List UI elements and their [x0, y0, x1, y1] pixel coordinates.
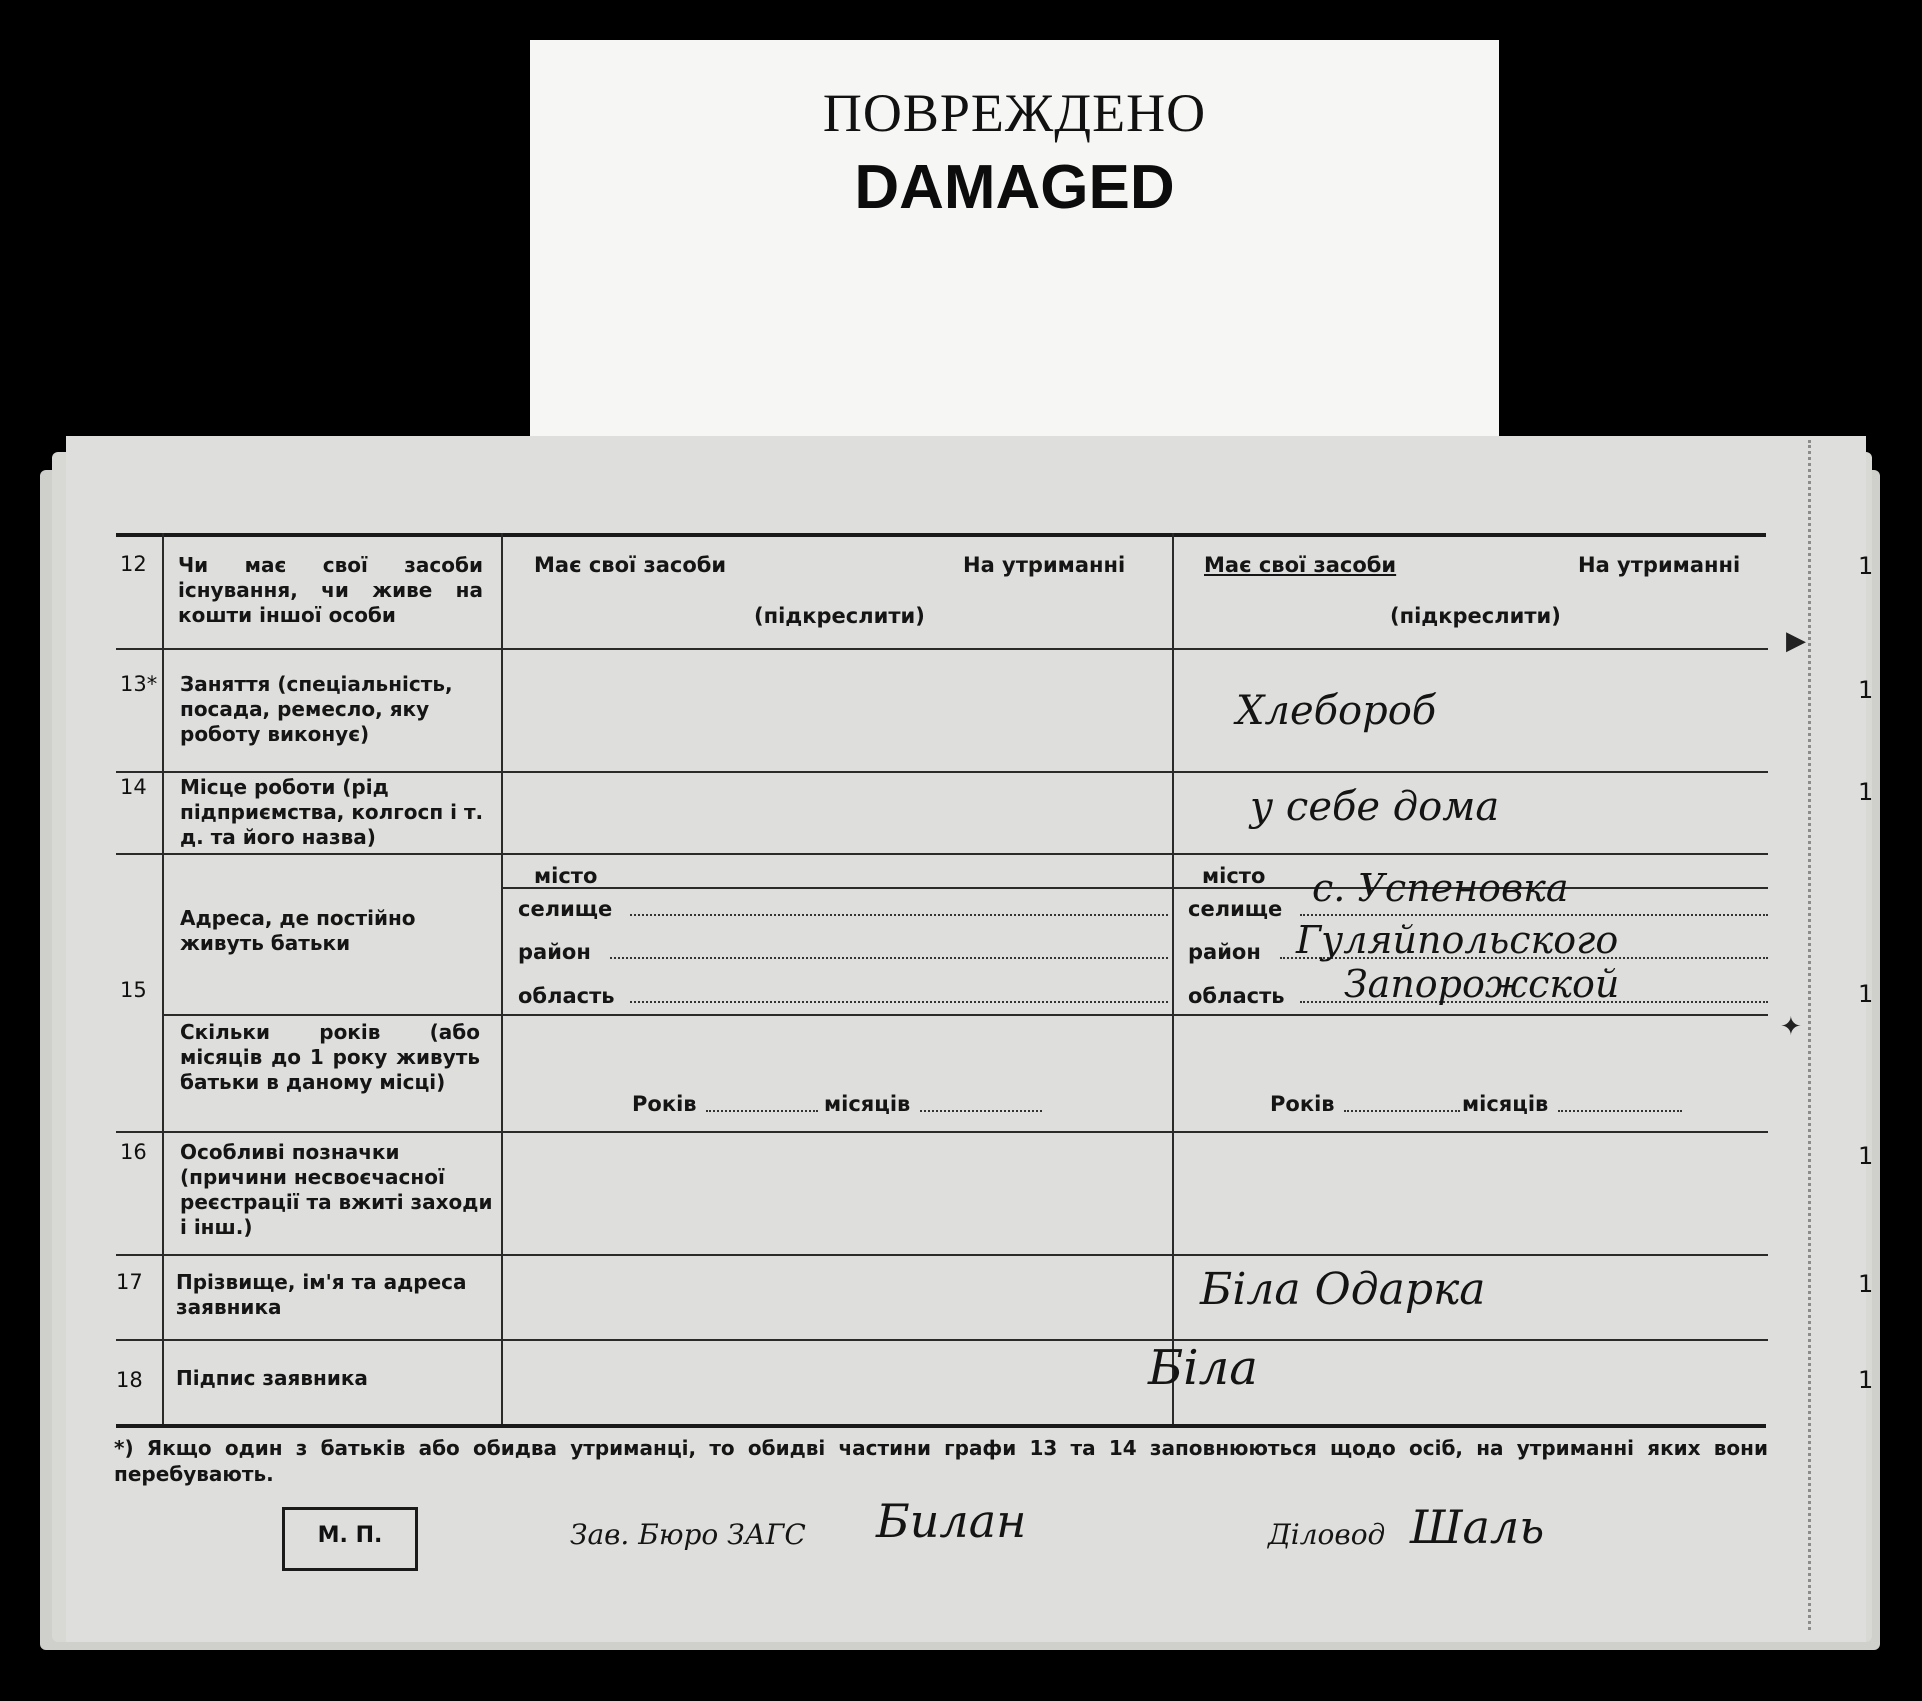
registry-head-signature: Билан — [876, 1494, 1027, 1548]
row-12-left-hint: (підкреслити) — [754, 604, 925, 628]
edge-row-number: 1 — [1858, 552, 1874, 580]
margin-arrow-mark: ▶ — [1786, 626, 1806, 656]
left-years-label: Років — [632, 1092, 697, 1116]
row-12-left-option-dependent: На утриманні — [963, 553, 1126, 577]
edge-row-number: 1 — [1858, 778, 1874, 806]
right-months-label: місяців — [1462, 1092, 1549, 1116]
row-15-address-label: Адреса, де постійно живуть батьки — [180, 906, 416, 955]
right-settlement-label: селище — [1188, 897, 1283, 921]
edge-row-number: 1 — [1858, 1366, 1874, 1394]
right-district-handwritten: Гуляйпольского — [1296, 918, 1619, 962]
clerk-signature: Шаль — [1410, 1500, 1545, 1554]
right-region-handwritten: Запорожской — [1344, 962, 1620, 1006]
row-13-number: 13* — [120, 672, 158, 696]
left-district-label: район — [518, 940, 591, 964]
left-settlement-label: селище — [518, 897, 613, 921]
right-region-label: область — [1188, 984, 1285, 1008]
margin-cross-mark: ✦ — [1780, 1012, 1802, 1042]
row-13-handwritten-occupation: Хлебороб — [1236, 688, 1437, 734]
applicant-signature: Біла — [1148, 1340, 1258, 1396]
right-district-label: район — [1188, 940, 1261, 964]
stamp-text: М. П. — [317, 1523, 383, 1548]
row-16-number: 16 — [120, 1140, 147, 1164]
row-18-number: 18 — [116, 1368, 143, 1392]
clerk-label: Діловод — [1268, 1518, 1386, 1551]
row-12-right-option-dependent: На утриманні — [1578, 553, 1741, 577]
row-17-handwritten-applicant: Біла Одарка — [1200, 1264, 1486, 1315]
damaged-label-card — [530, 40, 1499, 440]
edge-row-number: 1 — [1858, 1142, 1874, 1170]
row-13-label: Заняття (спеціальність, посада, ремесло, яку роботу виконує) — [180, 672, 453, 746]
row-17-number: 17 — [116, 1270, 143, 1294]
row-12-number: 12 — [120, 552, 147, 576]
registry-head-label: Зав. Бюро ЗАГС — [570, 1518, 806, 1551]
stamp-box — [282, 1507, 418, 1571]
row-18-label: Підпис заявника — [176, 1366, 368, 1390]
left-city-label: місто — [534, 864, 598, 888]
row-15-years-label: Скільки років (або місяців до 1 року живуть батьки в даному місці) — [180, 1020, 480, 1094]
right-city-label: місто — [1202, 864, 1266, 888]
row-12-right-option-own-means-underlined: Має свої засоби — [1204, 553, 1397, 577]
row-12-label: Чи має свої засоби існування, чи живе на кошти іншої особи — [178, 553, 483, 627]
row-12-left-option-own-means: Має свої засоби — [534, 553, 727, 577]
row-16-label: Особливі позначки (причини несвоєчасної реєстрації та вжиті заходи і інш.) — [180, 1140, 493, 1239]
right-years-label: Років — [1270, 1092, 1335, 1116]
row-14-number: 14 — [120, 775, 147, 799]
damaged-label-english: DAMAGED — [854, 153, 1175, 222]
row-12-right-hint: (підкреслити) — [1390, 604, 1561, 628]
damaged-label-russian: ПОВРЕЖДЕНО — [822, 83, 1207, 143]
row-14-label: Місце роботи (рід підприємства, колгосп і т. д. та його назва) — [180, 775, 484, 849]
perforation-line — [1808, 440, 1811, 1630]
edge-row-number: 1 — [1858, 1270, 1874, 1298]
left-months-label: місяців — [824, 1092, 911, 1116]
row-17-label: Прізвище, ім'я та адреса заявника — [176, 1270, 467, 1319]
row-15-number: 15 — [120, 978, 147, 1002]
row-14-handwritten-workplace: у себе дома — [1250, 784, 1500, 830]
footnote: *) Якщо один з батьків або обидва утриманці, то обидві частини графи 13 та 14 заповнюються щодо осіб, на утриманні яких вони перебувають. — [114, 1436, 1768, 1486]
right-settlement-handwritten: с. Успеновка — [1312, 866, 1569, 910]
edge-row-number: 1 — [1858, 980, 1874, 1008]
edge-row-number: 1 — [1858, 676, 1874, 704]
left-region-label: область — [518, 984, 615, 1008]
